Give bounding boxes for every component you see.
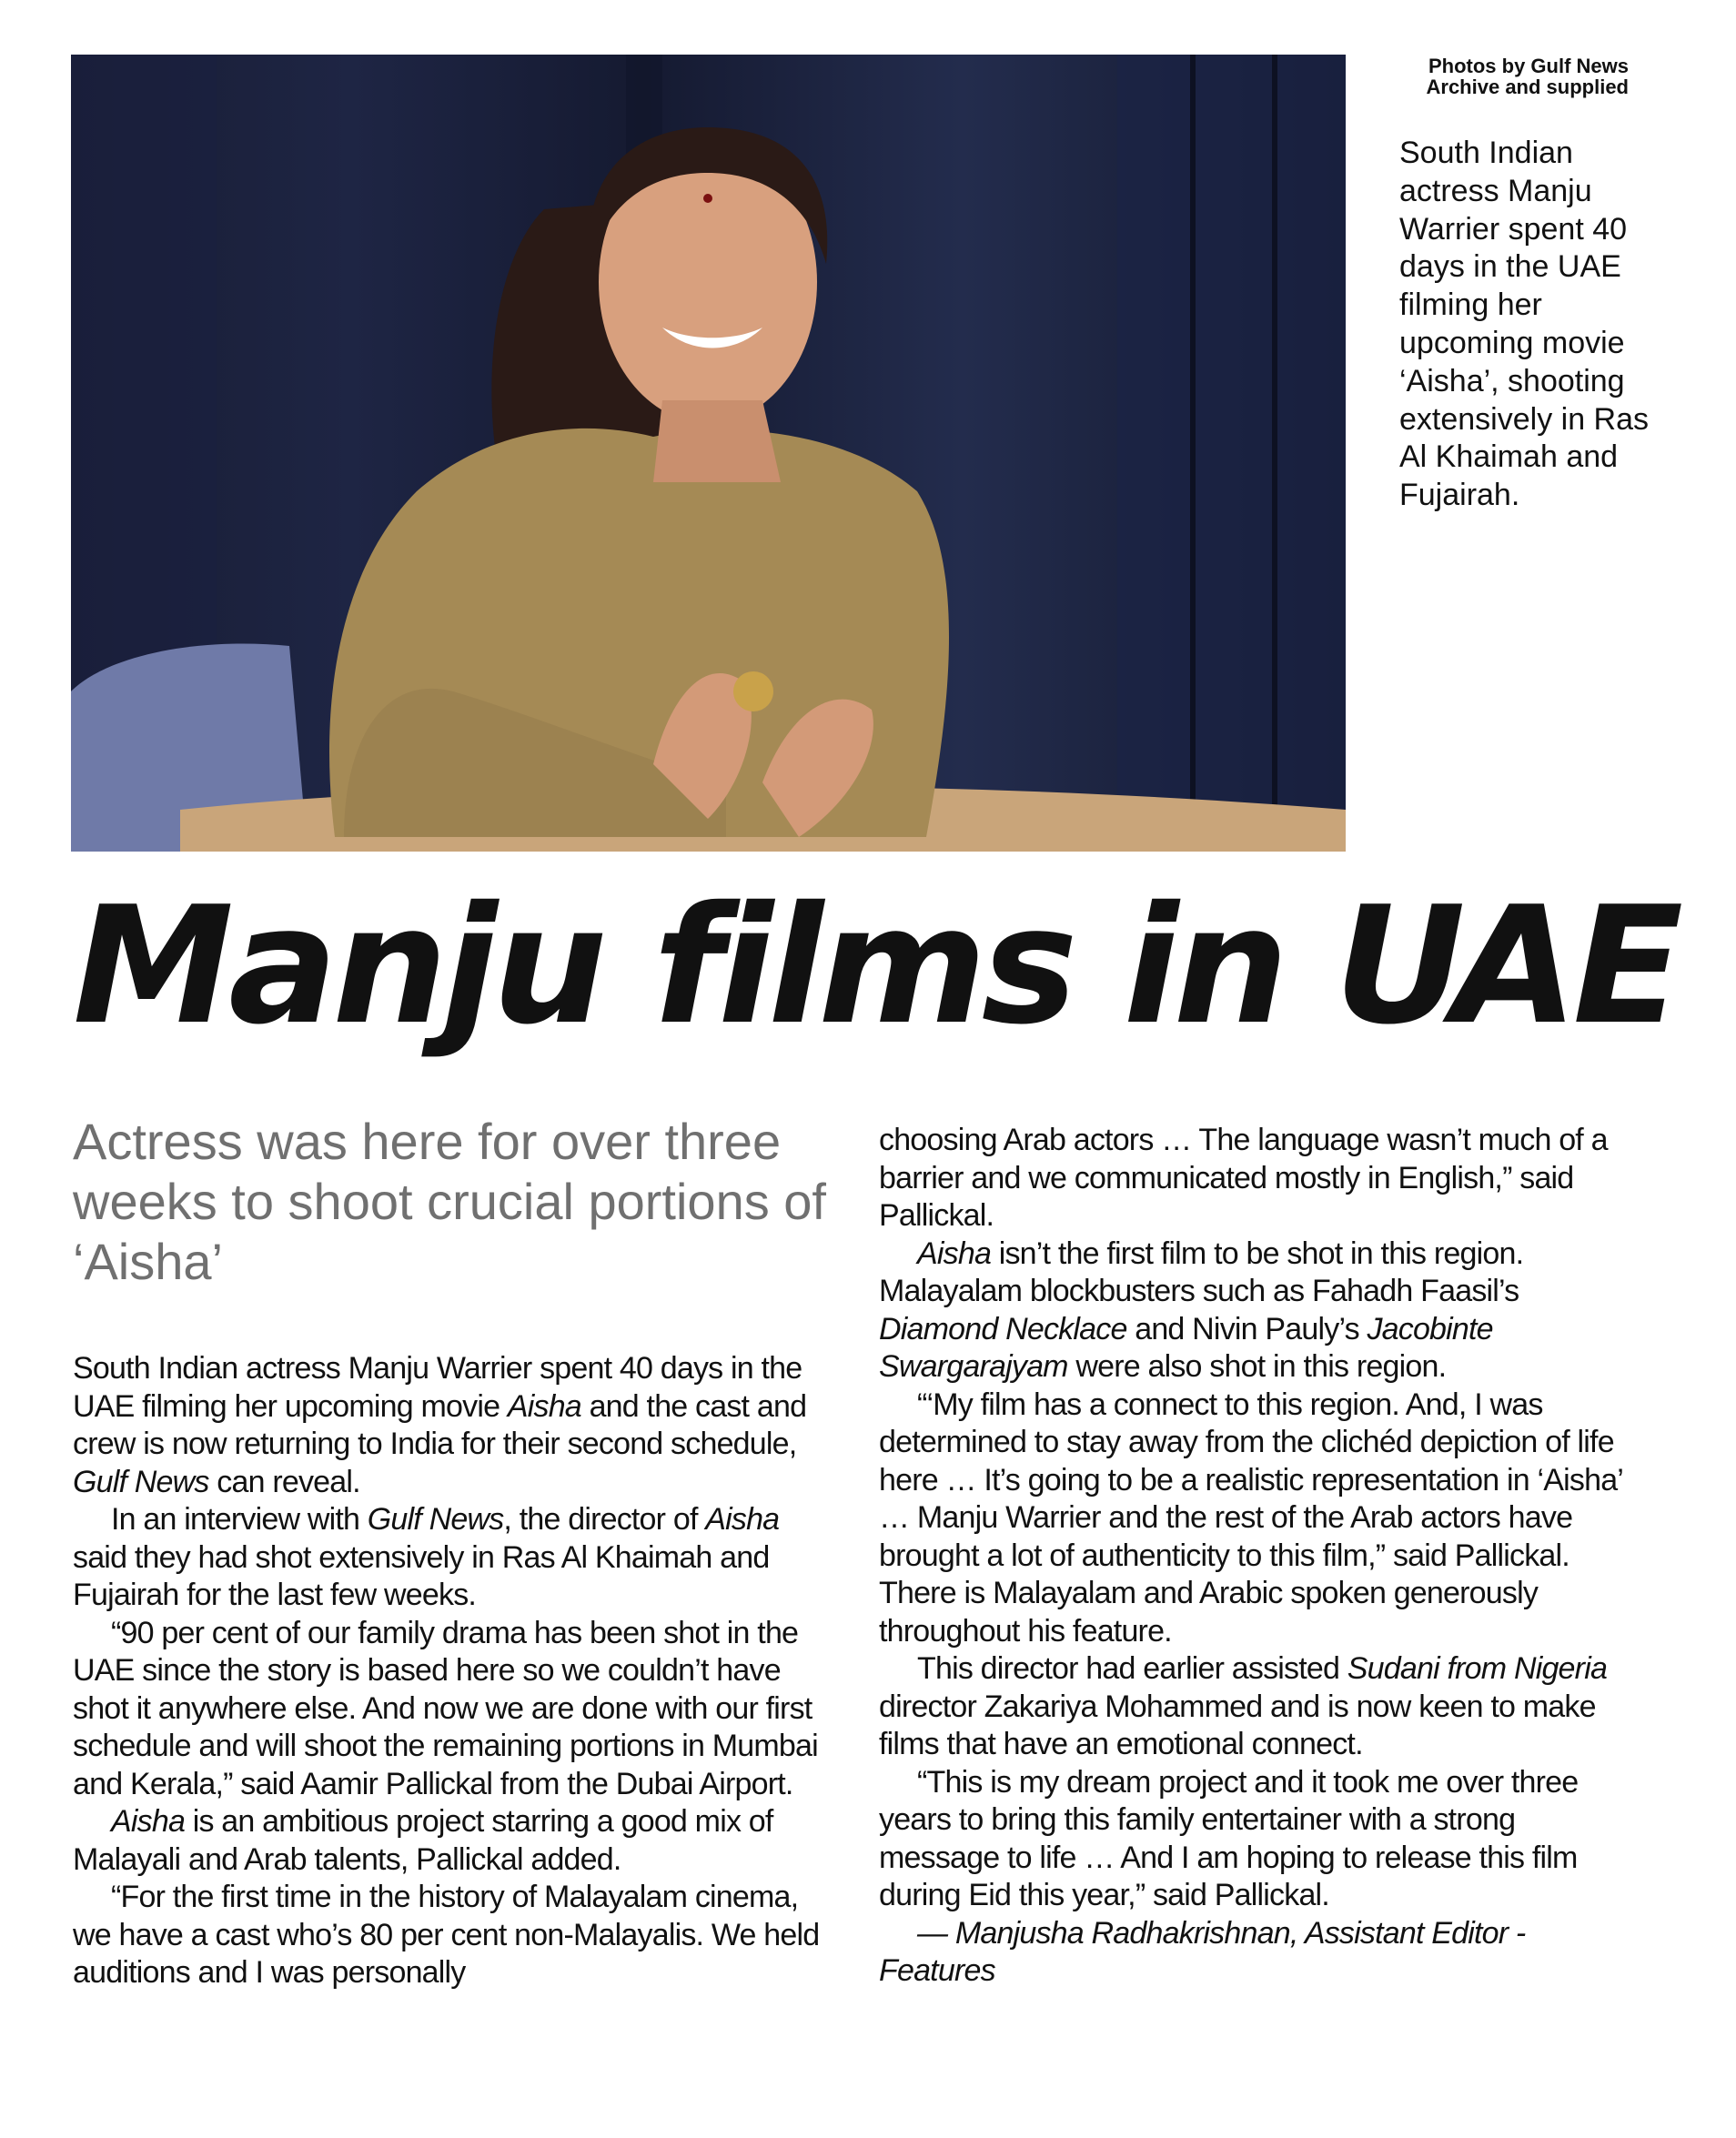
text-run: is an ambitious project starring a good mix of Malayali and Arab talents, Pallickal added. (73, 1804, 773, 1877)
text-run: said they had shot extensively in Ras Al Khaimah and Fujairah for the last few weeks. (73, 1539, 770, 1612)
headline: Manju films in UAE (73, 872, 1679, 1060)
photo-credit: Photos by Gulf News Archive and supplied (1426, 55, 1629, 98)
text-run: South Indian actress Manju Warrier spent 40 days in the UAE filming her upcoming movie (73, 1351, 802, 1424)
italic-title: Gulf News (73, 1464, 209, 1499)
paragraph (879, 1235, 1634, 1387)
italic-title: Jacobinte Swargarajyam (879, 1311, 1493, 1384)
italic-title: Sudani from Nigeria (1347, 1651, 1608, 1686)
text-run: This director had earlier assisted (917, 1651, 1347, 1686)
article-column-2 (879, 1122, 1634, 1991)
text-run: , the director of (503, 1502, 706, 1537)
text-run: were also shot in this region. (1067, 1349, 1447, 1384)
paragraph: “For the first time in the history of Malayalam cinema, we have a cast who’s 80 per cent non-Malayalis. We held auditions and I was personally (73, 1880, 820, 1990)
text-run: In an interview with (111, 1502, 368, 1537)
italic-title: Aisha (111, 1804, 186, 1839)
paragraph: choosing Arab actors … The language wasn’t much of a barrier and we communicated mostly in English,” said Pallickal. (879, 1123, 1608, 1233)
article-column-1 (73, 1350, 828, 1992)
paragraph: “This is my dream project and it took me over three years to bring this family entertainer with a strong message to life … And I am hoping to release this film during Eid this year,” said Pallickal. (879, 1764, 1579, 1912)
paragraph (73, 1803, 828, 1879)
byline: — Manjusha Radhakrishnan, Assistant Editor - Features (879, 1915, 1526, 1988)
text-run: isn’t the first film to be shot in this region. Malayalam blockbusters such as Fahadh Faasil’s (879, 1235, 1524, 1308)
paragraph (73, 1350, 828, 1501)
photo-illustration (71, 55, 1346, 852)
italic-title: Gulf News (367, 1502, 504, 1537)
italic-title: Aisha (705, 1502, 780, 1537)
text-run: director Zakariya Mohammed and is now keen to make films that have an emotional connect. (879, 1689, 1596, 1761)
text-run: and the cast and crew is now returning to India for their second schedule, (73, 1388, 807, 1461)
photo-caption: South Indian actress Manju Warrier spent 40 days in the UAE filming her upcoming movie ‘Aisha’, shooting extensively in Ras Al Khaimah and Fujairah. (1399, 136, 1650, 513)
text-run: and Nivin Pauly’s (1126, 1311, 1368, 1346)
paragraph (73, 1501, 828, 1615)
italic-title: Aisha (917, 1235, 992, 1271)
article-photo (71, 55, 1346, 852)
paragraph: “‘My film has a connect to this region. And, I was determined to stay away from the clichéd depiction of life here … It’s going to be a realistic representation in ‘Aisha’ … Manju Warrier and the rest of the Arab actors have brought a lot of authenticity to this film,” said Pallickal. There is Malayalam and Arabic spoken generously throughout his feature. (879, 1387, 1622, 1649)
italic-title: Aisha (507, 1388, 581, 1424)
paragraph (879, 1650, 1634, 1764)
text-run: can reveal. (208, 1464, 360, 1499)
italic-title: Diamond Necklace (879, 1311, 1127, 1346)
paragraph: “90 per cent of our family drama has been shot in the UAE since the story is based here so we couldn’t have shot it anywhere else. And now we are done with our first schedule and will shoot the remaining portions in Mumbai and Kerala,” said Aamir Pallickal from the Dubai Airport. (73, 1615, 818, 1801)
subhead: Actress was here for over three weeks to shoot crucial portions of ‘Aisha’ (73, 1113, 826, 1290)
